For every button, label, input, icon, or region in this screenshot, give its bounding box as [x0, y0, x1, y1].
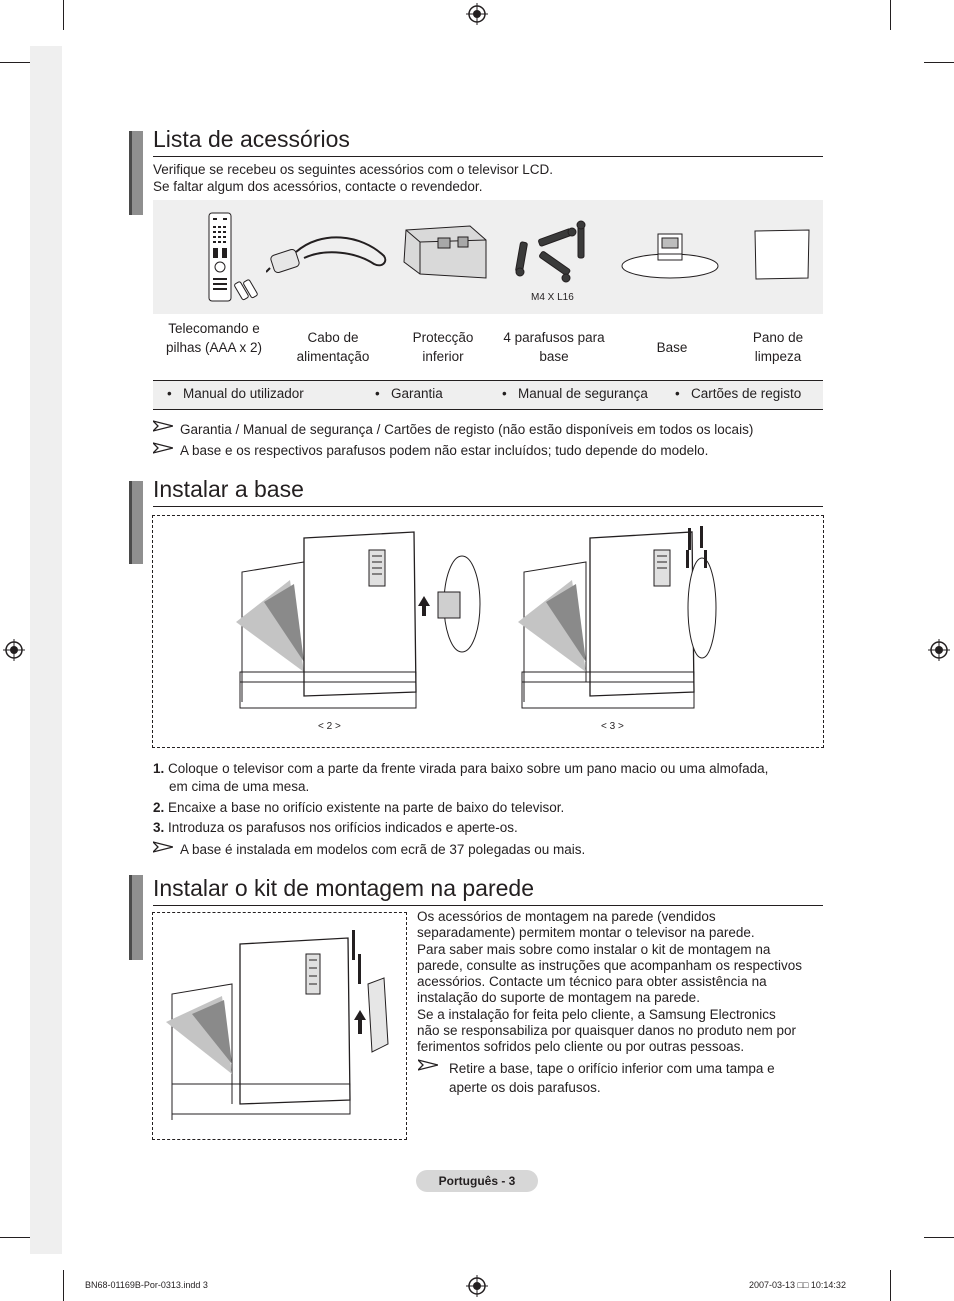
accessory-label: Cabo de alimentação — [296, 330, 370, 364]
section-marker-bar — [129, 131, 143, 215]
date-info: 2007-03-13 □□ 10:14:32 — [749, 1280, 846, 1290]
note-text: A base e os respectivos parafusos podem não estar incluídos; tudo depende do modelo. — [180, 443, 709, 458]
page-side-strip — [30, 46, 62, 1254]
power-cord-icon — [266, 228, 392, 278]
intro-text: Se faltar algum dos acessórios, contacte o revendedor. — [153, 179, 483, 194]
step-item-continuation: em cima de uma mesa. — [169, 779, 310, 794]
step-item: 1. Coloque o televisor com a parte da frente virada para baixo sobre um pano macio ou uma almofada, — [153, 761, 769, 776]
title-underline — [153, 156, 823, 157]
document-item: • Manual do utilizador — [167, 386, 304, 401]
tv-stand-screw-illustration — [516, 522, 736, 714]
note-arrow-icon — [153, 841, 173, 853]
page-number-badge: Português - 3 — [416, 1170, 538, 1192]
registration-mark-icon — [928, 639, 950, 661]
crop-mark — [890, 0, 891, 30]
section-title-wall-mount: Instalar o kit de montagem na parede — [153, 875, 535, 901]
document-item: • Garantia — [375, 386, 443, 401]
document-item: • Cartões de registo — [675, 386, 802, 401]
title-underline — [153, 905, 823, 906]
file-info: BN68-01169B-Por-0313.indd 3 — [85, 1280, 208, 1290]
registration-mark-icon — [466, 1275, 488, 1297]
note-arrow-icon — [153, 442, 173, 454]
accessory-label: Telecomando e pilhas (AAA x 2) — [165, 321, 263, 355]
step-item: 3. Introduza os parafusos nos orifícios indicados e aperte-os. — [153, 820, 518, 835]
screws-icon — [512, 220, 594, 286]
section-title-accessories: Lista de acessórios — [153, 126, 350, 152]
crop-mark — [63, 1270, 64, 1301]
tv-stand-attach-illustration — [234, 522, 484, 714]
note-text: Garantia / Manual de segurança / Cartões de registo (não estão disponíveis em todos os locais) — [180, 422, 754, 437]
bottom-cover-icon — [400, 222, 490, 282]
section-marker-bar — [129, 875, 143, 960]
note-arrow-icon — [418, 1059, 438, 1071]
crop-mark — [924, 1237, 954, 1238]
note-text: Retire a base, tape o orifício inferior com uma tampa e aperte os dois parafusos. — [449, 1061, 775, 1095]
accessory-label: 4 parafusos para base — [503, 330, 605, 364]
accessory-label: Pano de limpeza — [752, 330, 804, 364]
wall-mount-paragraph: Os acessórios de montagem na parede (vendidos separadamente) permitem montar o televisor na parede. Para saber mais sobre como instalar o kit de montagem na parede, consulte as instruções que acompanham os respectivos acessórios. Contacte um técnico para obter assistência na instalação do suporte de montagem na parede. Se a instalação for feita pelo cliente, a Samsung Electronics não se responsabiliza por quaisquer danos no produto nem por ferimentos sofridos pelo cliente ou por outras pessoas. — [417, 909, 802, 1055]
crop-mark — [63, 0, 64, 30]
figure-label: < 3 > — [601, 721, 624, 732]
cleaning-cloth-icon — [752, 228, 812, 282]
crop-mark — [890, 1270, 891, 1301]
crop-mark — [924, 62, 954, 63]
accessory-label: Base — [656, 340, 688, 355]
documents-row — [153, 380, 823, 410]
accessory-label: Protecção inferior — [412, 330, 474, 364]
document-item: • Manual de segurança — [502, 386, 648, 401]
note-text: A base é instalada em modelos com ecrã de 37 polegadas ou mais. — [180, 842, 586, 857]
stand-base-icon — [620, 228, 720, 280]
step-item: 2. Encaixe a base no orifício existente na parte de baixo do televisor. — [153, 800, 565, 815]
title-underline — [153, 506, 823, 507]
registration-mark-icon — [3, 639, 25, 661]
crop-mark — [0, 62, 30, 63]
figure-label: < 2 > — [318, 721, 341, 732]
remote-control-icon — [204, 212, 260, 304]
section-title-install-stand: Instalar a base — [153, 476, 304, 502]
note-arrow-icon — [153, 420, 173, 432]
registration-mark-icon — [466, 3, 488, 25]
screw-spec-label: M4 X L16 — [531, 292, 574, 303]
intro-text: Verifique se recebeu os seguintes acessórios com o televisor LCD. — [153, 162, 553, 177]
section-marker-bar — [129, 481, 143, 564]
wall-mount-illustration — [162, 924, 398, 1124]
crop-mark — [0, 1237, 30, 1238]
